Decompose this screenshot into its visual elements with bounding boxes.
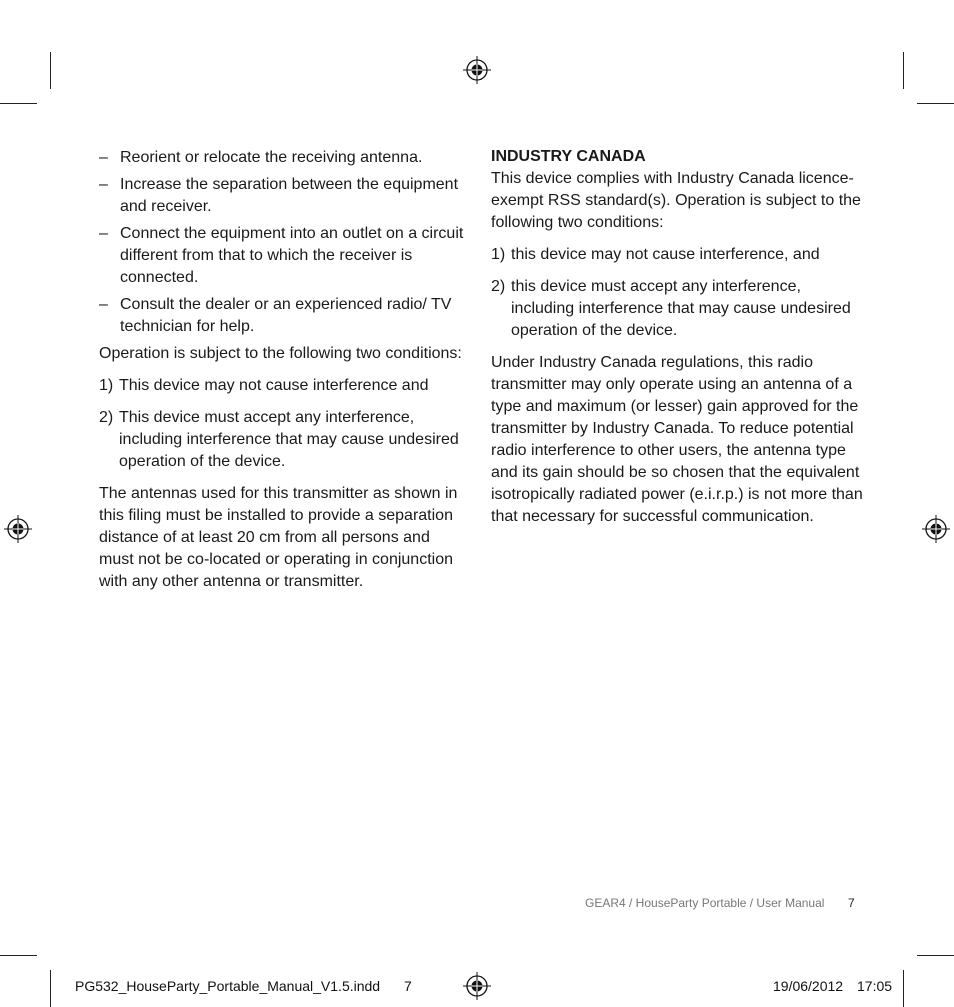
slug-page: 7 xyxy=(404,978,412,994)
condition-item xyxy=(491,276,863,342)
slug-time: 17:05 xyxy=(857,978,893,994)
bullet-text: Consult the dealer or an experienced radio/ TV technician for help. xyxy=(120,296,452,335)
running-footer-title: GEAR4 / HouseParty Portable / User Manual xyxy=(585,896,825,910)
condition-number: 1) xyxy=(99,377,114,394)
bullet-item xyxy=(99,147,464,169)
bullet-item xyxy=(99,294,464,338)
crop-mark-bottom-left-horizontal xyxy=(0,955,37,956)
page-number: 7 xyxy=(848,896,855,910)
section-heading: INDUSTRY CANADA xyxy=(491,148,646,165)
slug-filename: PG532_HouseParty_Portable_Manual_V1.5.indd xyxy=(75,978,381,994)
crop-mark-top-right-vertical xyxy=(903,52,904,89)
regulations-paragraph: Under Industry Canada regulations, this radio transmitter may only operate using an antenna of a type and maximum (or lesser) gain approved for the transmitter by Industry Canada. To reduce potential radio interference to other users, the antenna type and its gain should be so chosen that the equivalent isotropically radiated power (e.i.r.p.) is not more than that necessary for successful communication. xyxy=(491,354,863,525)
crop-mark-bottom-right-vertical xyxy=(903,970,904,1007)
registration-mark-bottom-icon xyxy=(463,972,491,1000)
condition-item xyxy=(491,244,863,266)
condition-text: this device may not cause interference, and xyxy=(511,246,820,263)
crop-mark-top-left-horizontal xyxy=(0,103,37,104)
left-column xyxy=(99,147,464,603)
bullet-text: Increase the separation between the equipment and receiver. xyxy=(120,176,459,215)
crop-mark-bottom-right-horizontal xyxy=(917,955,954,956)
antenna-paragraph: The antennas used for this transmitter as shown in this filing must be installed to provide a separation distance of at least 20 cm from all persons and must not be co-located or operating in conjunction with any other antenna or transmitter. xyxy=(99,485,458,590)
condition-item xyxy=(99,407,464,473)
compliance-intro: This device complies with Industry Canada licence-exempt RSS standard(s). Operation is subject to the following two conditions: xyxy=(491,170,861,231)
bullet-item xyxy=(99,174,464,218)
bullet-text: Reorient or relocate the receiving antenna. xyxy=(120,149,423,166)
crop-mark-top-right-horizontal xyxy=(917,103,954,104)
right-column xyxy=(491,146,863,538)
bullet-marker: – xyxy=(99,296,108,313)
registration-mark-left-icon xyxy=(4,515,32,543)
slug-date: 19/06/2012 xyxy=(773,978,844,994)
crop-mark-top-left-vertical xyxy=(50,52,51,89)
condition-text: This device must accept any interference, including interference that may cause undesired operation of the device. xyxy=(119,409,459,470)
condition-text: This device may not cause interference and xyxy=(119,377,429,394)
bullet-marker: – xyxy=(99,149,108,166)
crop-mark-bottom-left-vertical xyxy=(50,970,51,1007)
condition-text: this device must accept any interference, including interference that may cause undesired operation of the device. xyxy=(511,278,851,339)
bullet-marker: – xyxy=(99,225,108,242)
conditions-intro: Operation is subject to the following two conditions: xyxy=(99,345,462,362)
registration-mark-top-icon xyxy=(463,56,491,84)
condition-number: 2) xyxy=(99,409,114,426)
bullet-item xyxy=(99,223,464,289)
registration-mark-right-icon xyxy=(922,515,950,543)
condition-number: 2) xyxy=(491,278,506,295)
bullet-marker: – xyxy=(99,176,108,193)
bullet-text: Connect the equipment into an outlet on a circuit different from that to which the receiver is connected. xyxy=(120,225,464,286)
condition-item xyxy=(99,375,464,397)
condition-number: 1) xyxy=(491,246,506,263)
